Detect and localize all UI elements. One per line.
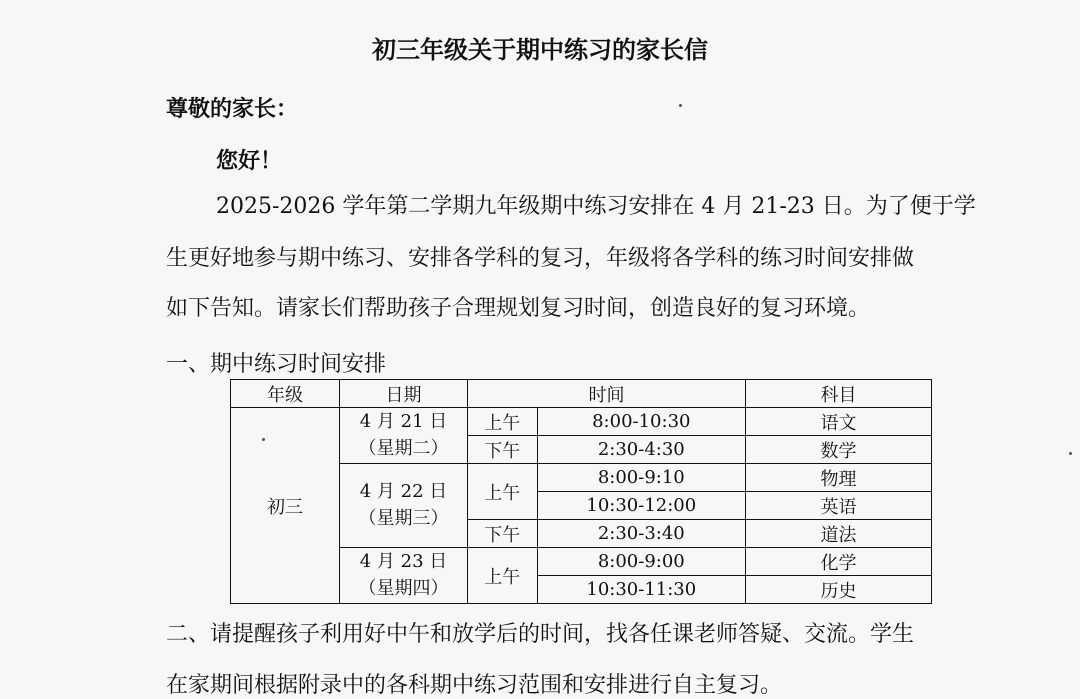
subject-cell: 化学 — [746, 548, 932, 576]
time-cell: 2:30-4:30 — [537, 436, 745, 464]
date-cell — [340, 464, 468, 548]
header-subject: 科目 — [746, 380, 932, 408]
time-cell: 8:00-9:00 — [537, 548, 745, 576]
subject-cell: 道法 — [746, 520, 932, 548]
hello-line: 您好！ — [216, 148, 283, 174]
table-row — [231, 408, 932, 436]
subject-cell: 语文 — [746, 408, 932, 436]
greeting: 尊敬的家长： — [166, 96, 299, 122]
subject-cell: 英语 — [746, 492, 932, 520]
document-title: 初三年级关于期中练习的家长信 — [372, 35, 708, 64]
paragraph-line-3: 如下告知。请家长们帮助孩子合理规划复习时间，创造良好的复习环境。 — [166, 296, 871, 321]
weekday-text: （星期二） — [358, 437, 449, 459]
date-text: 4 月 23 日 — [359, 551, 448, 573]
header-date: 日期 — [340, 380, 468, 408]
period-cell: 上午 — [468, 464, 538, 520]
section-1-heading: 一、期中练习时间安排 — [166, 352, 387, 377]
time-cell: 8:00-9:10 — [537, 464, 745, 492]
header-time: 时间 — [468, 380, 746, 408]
exam-schedule-table — [230, 379, 932, 604]
table-header-row — [231, 380, 932, 408]
subject-cell: 历史 — [746, 576, 932, 604]
weekday-text: （星期四） — [358, 577, 449, 599]
time-cell: 2:30-3:40 — [537, 520, 745, 548]
period-cell: 上午 — [468, 408, 538, 436]
time-cell: 10:30-12:00 — [537, 492, 745, 520]
date-cell — [340, 548, 468, 604]
paragraph-line-2: 生更好地参与期中练习、安排各学科的复习，年级将各学科的练习时间安排做 — [166, 246, 915, 271]
paragraph-line-1: 2025-2026 学年第二学期九年级期中练习安排在 4 月 21-23 日。为了便于学 — [216, 194, 976, 219]
period-cell: 下午 — [468, 520, 538, 548]
date-cell — [340, 408, 468, 464]
section-2-line-2: 在家期间根据附录中的各科期中练习范围和安排进行自主复习。 — [166, 673, 783, 698]
subject-cell: 物理 — [746, 464, 932, 492]
period-cell: 下午 — [468, 436, 538, 464]
subject-cell: 数学 — [746, 436, 932, 464]
date-text: 4 月 22 日 — [359, 481, 448, 503]
section-2-line-1: 二、请提醒孩子利用好中午和放学后的时间，找各任课老师答疑、交流。学生 — [166, 622, 915, 647]
period-cell: 上午 — [468, 548, 538, 604]
scan-speck — [679, 104, 682, 107]
time-cell: 8:00-10:30 — [537, 408, 745, 436]
scan-speck — [262, 438, 265, 441]
date-text: 4 月 21 日 — [359, 411, 448, 433]
time-cell: 10:30-11:30 — [537, 576, 745, 604]
header-grade: 年级 — [231, 380, 340, 408]
scan-speck — [1069, 452, 1072, 455]
weekday-text: （星期三） — [358, 507, 449, 529]
grade-cell: 初三 — [231, 408, 340, 604]
